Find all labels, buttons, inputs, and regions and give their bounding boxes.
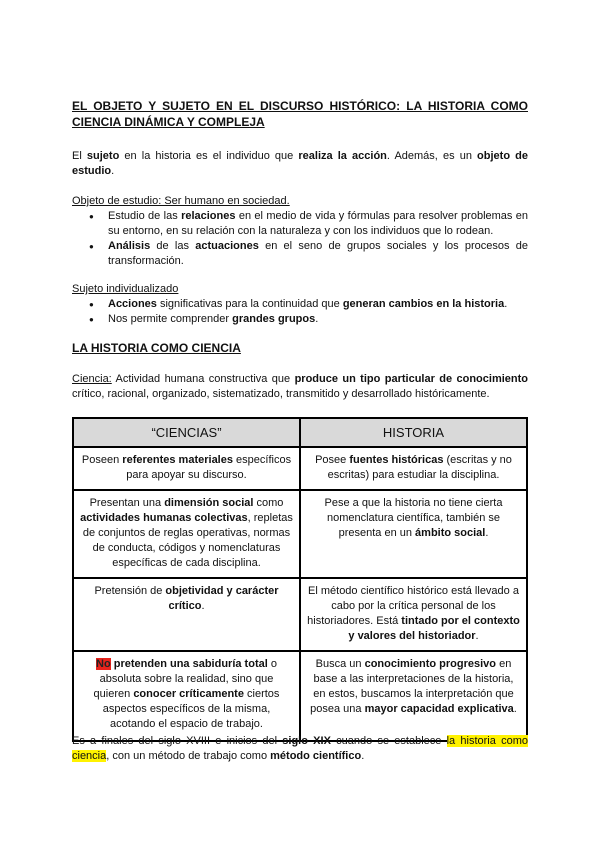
text: . [111, 165, 115, 177]
text: significativas para la continuidad que [156, 298, 343, 310]
list-item [72, 297, 528, 312]
document-title: EL OBJETO Y SUJETO EN EL DISCURSO HISTÓRICO: LA HISTORIA COMO CIENCIA DINÁMICA Y COMPLEJA [72, 99, 528, 129]
objeto-list [72, 209, 528, 269]
bold-text: objetividad y carácter crítico [165, 585, 279, 612]
table-row [73, 490, 527, 578]
bold-text: actividades humanas colectivas [80, 512, 248, 524]
bold-text: sujeto [86, 150, 120, 162]
text: en el seno de grupos sociales y los procesos de transformación. [108, 240, 528, 267]
text: , con un método de trabajo como [106, 750, 271, 762]
text: Pretensión de [94, 585, 166, 597]
list-item [72, 312, 528, 327]
text: como [253, 497, 284, 509]
table-cell [300, 490, 527, 578]
text: . [485, 527, 489, 539]
highlighted-text: No [96, 658, 111, 670]
text: Poseen [81, 454, 123, 466]
table-header-historia: HISTORIA [300, 418, 527, 447]
text: El método científico histórico está llevado a cabo por la crítica personal de los historiadores. Está [307, 585, 519, 627]
text: o absoluta sobre la realidad, sino que quieren [93, 658, 277, 700]
table-header-row [73, 418, 527, 447]
table-cell [300, 578, 527, 651]
text: en la historia es el individuo que [119, 150, 299, 162]
bold-text: produce un tipo particular de conocimiento [294, 373, 528, 385]
bold-text: realiza la acción [298, 150, 387, 162]
sujeto-section [72, 282, 528, 327]
bold-text: referentes materiales [122, 454, 233, 466]
text: . Además, es un [386, 150, 478, 162]
sujeto-heading: Sujeto individualizado [72, 283, 179, 295]
bold-text: grandes grupos [232, 313, 316, 325]
table-cell [73, 651, 300, 741]
text: Pese a que la historia no tiene cierta nomenclatura científica, también se presenta en un [324, 497, 503, 539]
bold-text: pretenden una sabiduría total [110, 658, 268, 670]
bold-text: siglo XIX [282, 735, 331, 747]
text: en el medio de vida y fórmulas para resolver problemas en su entorno, en su relación con la naturaleza y con los individuos que lo rodean. [108, 210, 529, 237]
bold-text: dimensión social [164, 497, 254, 509]
bold-text: objeto de estudio [72, 150, 528, 177]
text: (escritas y no escritas) para estudiar la disciplina. [327, 454, 512, 481]
text: cuando se establece [330, 735, 447, 747]
list-item [72, 209, 528, 239]
table-header-ciencias: “CIENCIAS” [73, 418, 300, 447]
text: . [513, 703, 517, 715]
bold-text: ámbito social [415, 527, 486, 539]
ciencia-label: Ciencia: [72, 373, 112, 385]
table-cell [73, 490, 300, 578]
text: Presentan una [89, 497, 165, 509]
objeto-heading: Objeto de estudio: Ser humano en sociedad. [72, 195, 290, 207]
text: específicos para apoyar su discurso. [126, 454, 292, 481]
text: Busca un [315, 658, 365, 670]
section-heading: LA HISTORIA COMO CIENCIA [72, 341, 241, 355]
table-cell [73, 447, 300, 490]
comparison-table [72, 417, 528, 742]
bold-text: conocer críticamente [133, 688, 244, 700]
bold-text: actuaciones [195, 240, 259, 252]
bold-text: Análisis [108, 240, 151, 252]
text: , repletas de conjuntos de reglas operativas, normas de conducta, códigos y nomenclaturas específicas de cada disciplina. [82, 512, 293, 569]
text: Estudio de las [108, 210, 182, 222]
text: crítico, racional, organizado, sistematizado, transmitido y desarrollado históricamente. [72, 388, 490, 400]
table-cell [300, 447, 527, 490]
intro-paragraph [72, 149, 528, 179]
table-row [73, 447, 527, 490]
text: de las [150, 240, 196, 252]
bold-text: conocimiento progresivo [364, 658, 497, 670]
sujeto-list [72, 297, 528, 327]
text: . [475, 630, 479, 642]
text: Es a finales del siglo XVIII e inicios del [72, 735, 283, 747]
text: . [315, 313, 319, 325]
ciencia-paragraph [72, 372, 528, 402]
bold-text: mayor capacidad explicativa [364, 703, 514, 715]
text: en base a las interpretaciones de la historia, en estos, buscamos la interpretación que posea una [310, 658, 514, 715]
bold-text: fuentes históricas [349, 454, 444, 466]
objeto-section [72, 194, 528, 269]
bold-text: generan cambios en la historia [342, 298, 505, 310]
text: . [504, 298, 508, 310]
text: Actividad humana constructiva que [111, 373, 295, 385]
table-cell [73, 578, 300, 651]
list-item [72, 239, 528, 269]
text: ciertos aspectos específicos de la misma, acotando el espacio de trabajo. [102, 688, 280, 730]
bold-text: tintado por el contexto y valores del historiador [348, 615, 520, 642]
text: . [361, 750, 365, 762]
bold-text: Acciones [108, 298, 157, 310]
text: Nos permite comprender [108, 313, 233, 325]
table-row [73, 651, 527, 741]
table-row [73, 578, 527, 651]
text: Posee [315, 454, 350, 466]
bold-text: método científico [270, 750, 362, 762]
table-cell [300, 651, 527, 741]
closing-paragraph [72, 734, 528, 764]
highlighted-text: la historia como ciencia [72, 735, 528, 762]
text: . [201, 600, 205, 612]
bold-text: relaciones [181, 210, 236, 222]
text: El [72, 150, 87, 162]
